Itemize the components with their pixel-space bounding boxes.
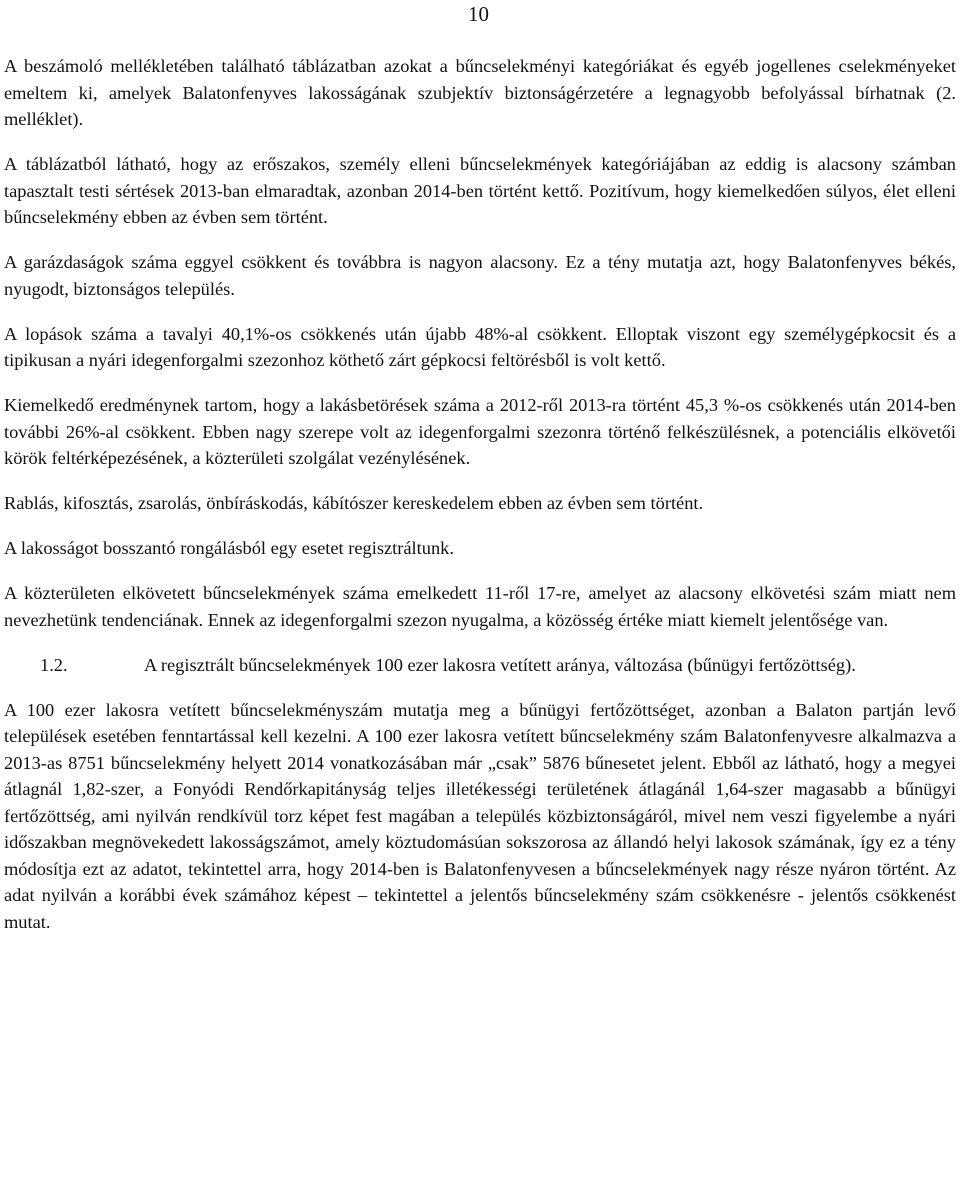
paragraph-crime-rate: A 100 ezer lakosra vetített bűncselekményszám mutatja meg a bűnügyi fertőzöttséget, azonban a Balaton partján levő települések esetében fenntartással kell kezelni. A 100 ezer lakosra vetített bűncselekmény szám Balatonfenyvesre alkalmazva a 2013-as 8751 bűncselekmény helyett 2014 vonatkozásában már „csak” 5876 bűnesetet jelent. Ebből az látható, hogy a megyei átlagnál 1,82-szer, a Fonyódi Rendőrkapitányság teljes illetékességi területének átlagánál 1,64-szer magasabb a bűnügyi fertőzöttség, ami nyilván rendkívül torz képet fest magában a település közbiztonságáról, mivel nem veszi figyelembe a nyári időszakban megnövekedett lakosságszámot, amely köztudomásúan sokszorosa az állandó helyi lakosok számának, így ez a tény módosítja ezt az adatot, tekintettel arra, hogy 2014-ben is Balatonfenyvesen a bűncselekmények nagy része nyáron történt. Az adat nyilván a korábbi évek számához képest – tekintettel a jelentős bűncselekmény szám csökkenésre - jelentős csökkenést mutat. (4, 699, 956, 932)
section-title: A regisztrált bűncselekmények 100 ezer lakosra vetített aránya, változása (bűnügyi fertőzöttség). (144, 654, 856, 675)
paragraph-violent-crimes: A táblázatból látható, hogy az erőszakos, személy elleni bűncselekmények kategóriájában az eddig is alacsony számban tapasztalt testi sértések 2013-ban elmaradtak, azonban 2014-ben történt kettő. Pozitívum, hogy kiemelkedően súlyos, élet elleni bűncselekmény ebben az évben sem történt. (4, 154, 956, 227)
paragraph-robbery: Rablás, kifosztás, zsarolás, önbíráskodás, kábítószer kereskedelem ebben az évben sem történt. (4, 493, 704, 513)
paragraph-vandalism: A lakosságot bosszantó rongálásból egy esetet regisztráltunk. (4, 538, 454, 558)
paragraph-thefts: A lopások száma a tavalyi 40,1%-os csökkenés után újabb 48%-al csökkent. Elloptak viszont egy személygépkocsit és a tipikusan a nyári idegenforgalmi szezonhoz köthető zárt gépkocsi feltörésből is volt kettő. (4, 323, 956, 370)
section-number: 1.2. (40, 654, 68, 675)
document-body (4, 53, 956, 954)
paragraph-intro: A beszámoló mellékletében található táblázatban azokat a bűncselekményi kategóriákat és egyéb jogellenes cselekményeket emeltem ki, amelyek Balatonfenyves lakosságának szubjektív biztonságérzetére a legnagyobb befolyással bírhatnak (2. melléklet). (4, 56, 956, 129)
paragraph-public-space-crimes: A közterületen elkövetett bűncselekmények száma emelkedett 11-ről 17-re, amelyet az alacsony elkövetési szám miatt nem nevezhetünk tendenciának. Ennek az idegenforgalmi szezon nyugalma, a közösség értéke miatt kiemelt jelentősége van. (4, 583, 956, 630)
paragraph-burglaries: Kiemelkedő eredménynek tartom, hogy a lakásbetörések száma a 2012-ről 2013-ra történt 45,3 %-os csökkenés után 2014-ben további 26%-al csökkent. Ebben nagy szerepe volt az idegenforgalmi szezonra történő felkészülésnek, a potenciális elkövetői körök feltérképezésének, a közterületi szolgálat vezénylésének. (4, 395, 956, 468)
paragraph-disorderly-conduct: A garázdaságok száma eggyel csökkent és továbbra is nagyon alacsony. Ez a tény mutatja azt, hogy Balatonfenyves békés, nyugodt, biztonságos település. (4, 252, 956, 299)
section-heading (4, 652, 956, 679)
page-number: 10 (468, 2, 489, 26)
